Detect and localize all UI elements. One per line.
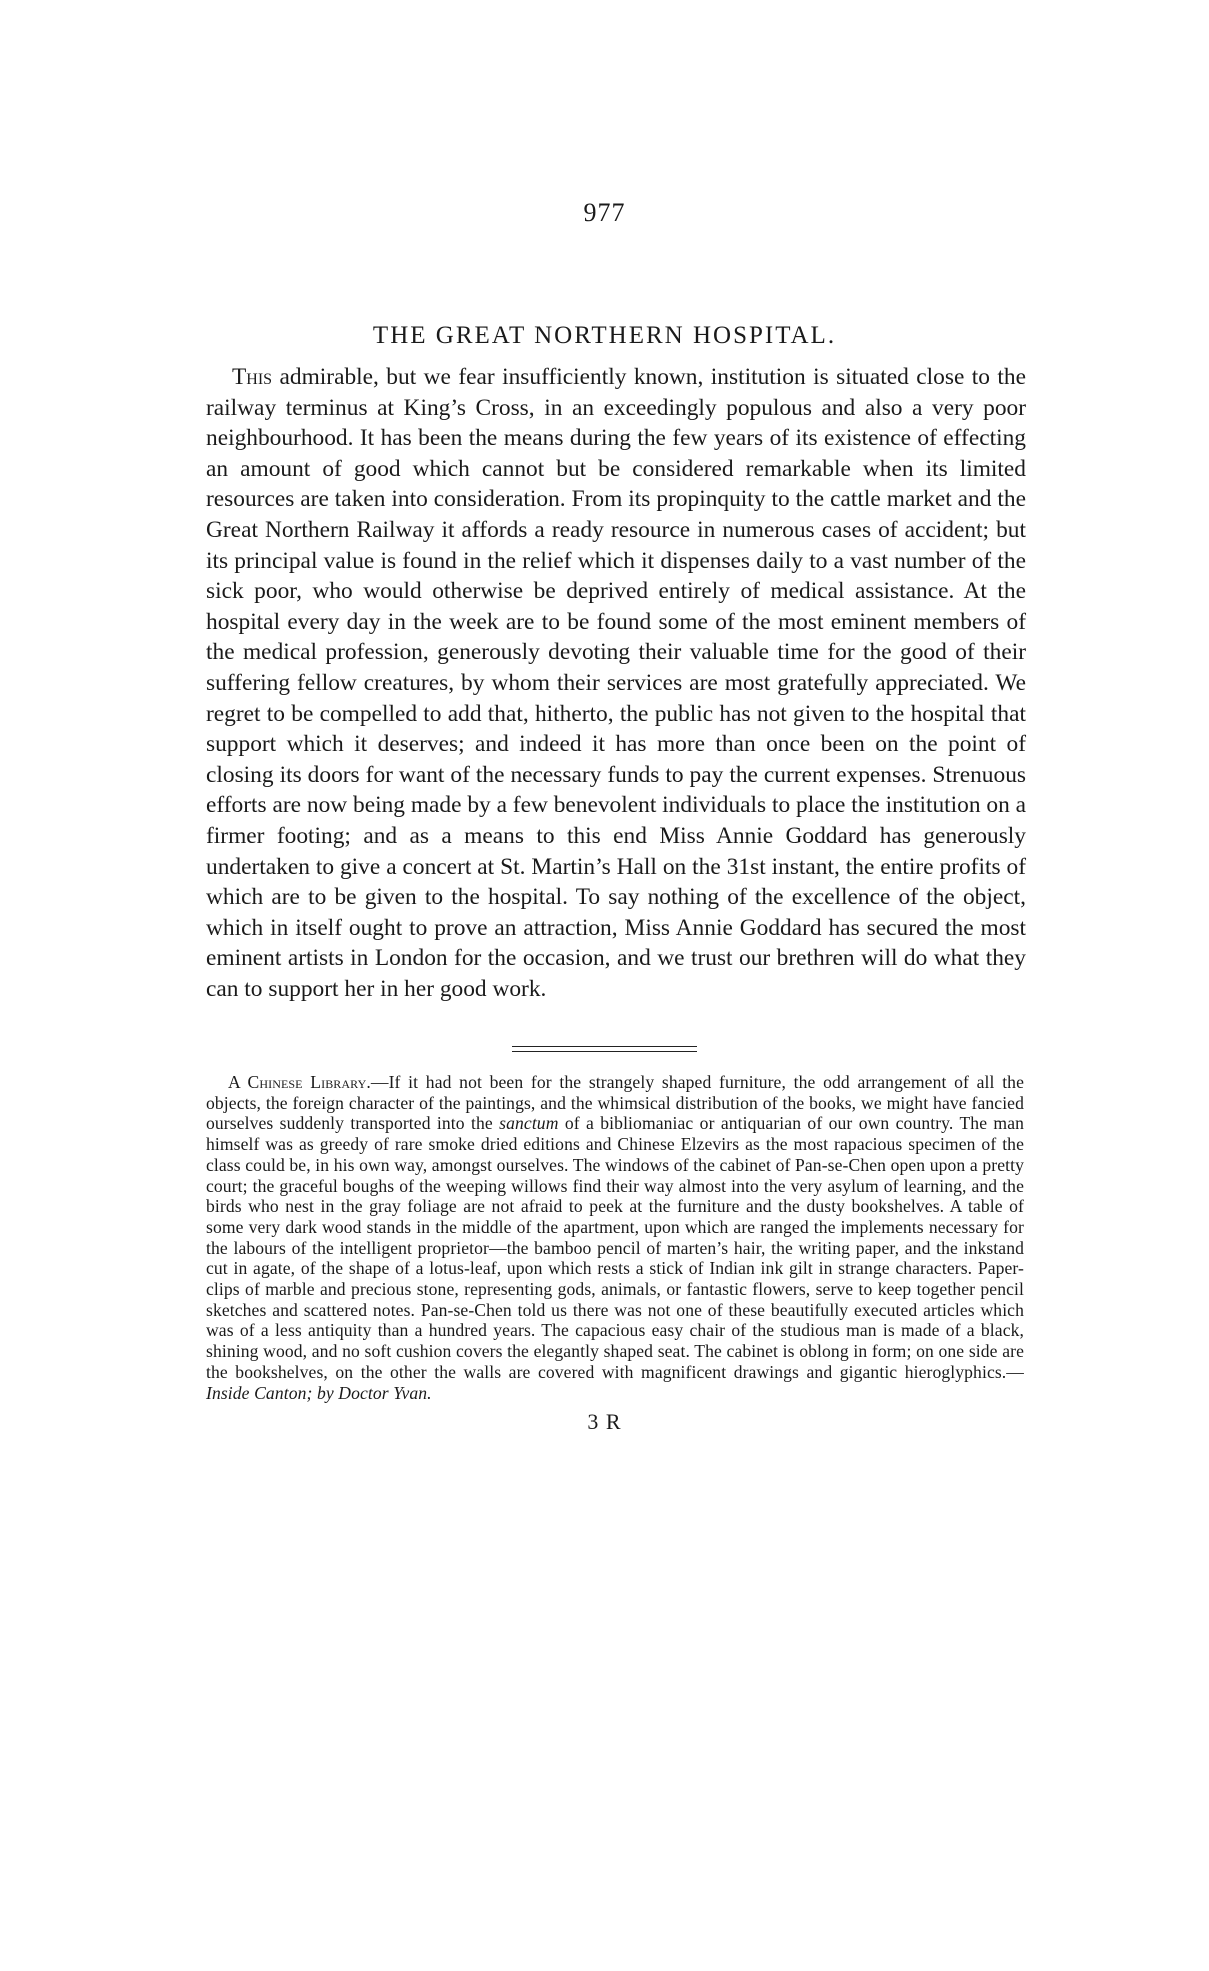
secondary-article-text-part2: of a bibliomaniac or antiquarian of our own country. The man himself was as greedy of rare smoke dried editions and Chinese Elzevirs as the most rapacious specimen of the class could be, in his own way, amongst ourselves. The windows of the cabinet of Pan-se-Chen open upon a pretty court; the graceful boughs of the weeping willows find their way almost into the very asylum of learning, and the birds who nest in the gray foliage are not afraid to peek at the furniture and the dusty bookshelves. A table of some very dark wood stands in the middle of the apartment, upon which are ranged the implements necessary for the labours of the intelligent proprietor—the bamboo pencil of marten’s hair, the writing paper, and the inkstand cut in agate, of the shape of a lotus-leaf, upon which rests a stick of Indian ink gilt in strange characters. Paper-clips of marble and precious stone, representing gods, animals, or fantastic flowers, serve to keep together pencil sketches and scattered notes. Pan-se-Chen told us there was not one of these beautifully executed articles which was of a less antiquity than a hundred years. The capacious easy chair of the studious man is made of a black, shining wood, and no soft cushion covers the elegantly shaped seat. The cabinet is oblong in form; on one side are the bookshelves, on the other the walls are covered with magnificent drawings and gigantic hieroglyphics.—: [206, 1113, 1025, 1382]
italic-word: sanctum: [499, 1113, 559, 1134]
divider-rule-bottom: [512, 1051, 697, 1052]
article-headline: THE GREAT NORTHERN HOSPITAL.: [372, 322, 837, 349]
article-source: Inside Canton; by Doctor Yvan.: [206, 1382, 432, 1403]
secondary-article-text-part1: —If it had not been for the strangely shaped furniture, the odd arrangement of all the objects, the foreign character of the paintings, and the whimsical distribution of the books, we might have fancied ourselves suddenly transported into the: [206, 1072, 1024, 1134]
divider-rule-top: [512, 1046, 697, 1047]
page-number: 977: [583, 198, 626, 227]
page-signature: 3 R: [587, 1409, 622, 1434]
section-divider: [0, 1046, 1209, 1052]
lead-word: This: [232, 364, 273, 390]
secondary-article-body: [206, 1072, 1024, 1403]
secondary-article-title: A Chinese Library.: [228, 1072, 371, 1092]
main-article-body: [206, 362, 1026, 1004]
main-article-text: admirable, but we fear insufficiently known, institution is situated close to the railway terminus at King’s Cross, in an exceedingly populous and also a very poor neighbourhood. It has been the means during the few years of its existence of effecting an amount of good which cannot but be considered remarkable when its limited resources are taken into consideration. From its propinquity to the cattle market and the Great Northern Railway it affords a ready resource in numerous cases of accident; but its principal value is found in the relief which it dispenses daily to a vast number of the sick poor, who would otherwise be deprived entirely of medical assistance. At the hospital every day in the week are to be found some of the most eminent members of the medical profession, generously devoting their valuable time for the good of their suffering fellow creatures, by whom their services are most gratefully appreciated. We regret to be compelled to add that, hitherto, the public has not given to the hospital that support which it deserves; and indeed it has more than once been on the point of closing its doors for want of the necessary funds to pay the current expenses. Strenuous efforts are now being made by a few benevolent individuals to place the institution on a firmer footing; and as a means to this end Miss Annie Goddard has generously undertaken to give a concert at St. Martin’s Hall on the 31st instant, the entire profits of which are to be given to the hospital. To say nothing of the excellence of the object, which in itself ought to prove an attraction, Miss Annie Goddard has secured the most eminent artists in London for the occasion, and we trust our brethren will do what they can to support her in her good work.: [206, 364, 1026, 1002]
